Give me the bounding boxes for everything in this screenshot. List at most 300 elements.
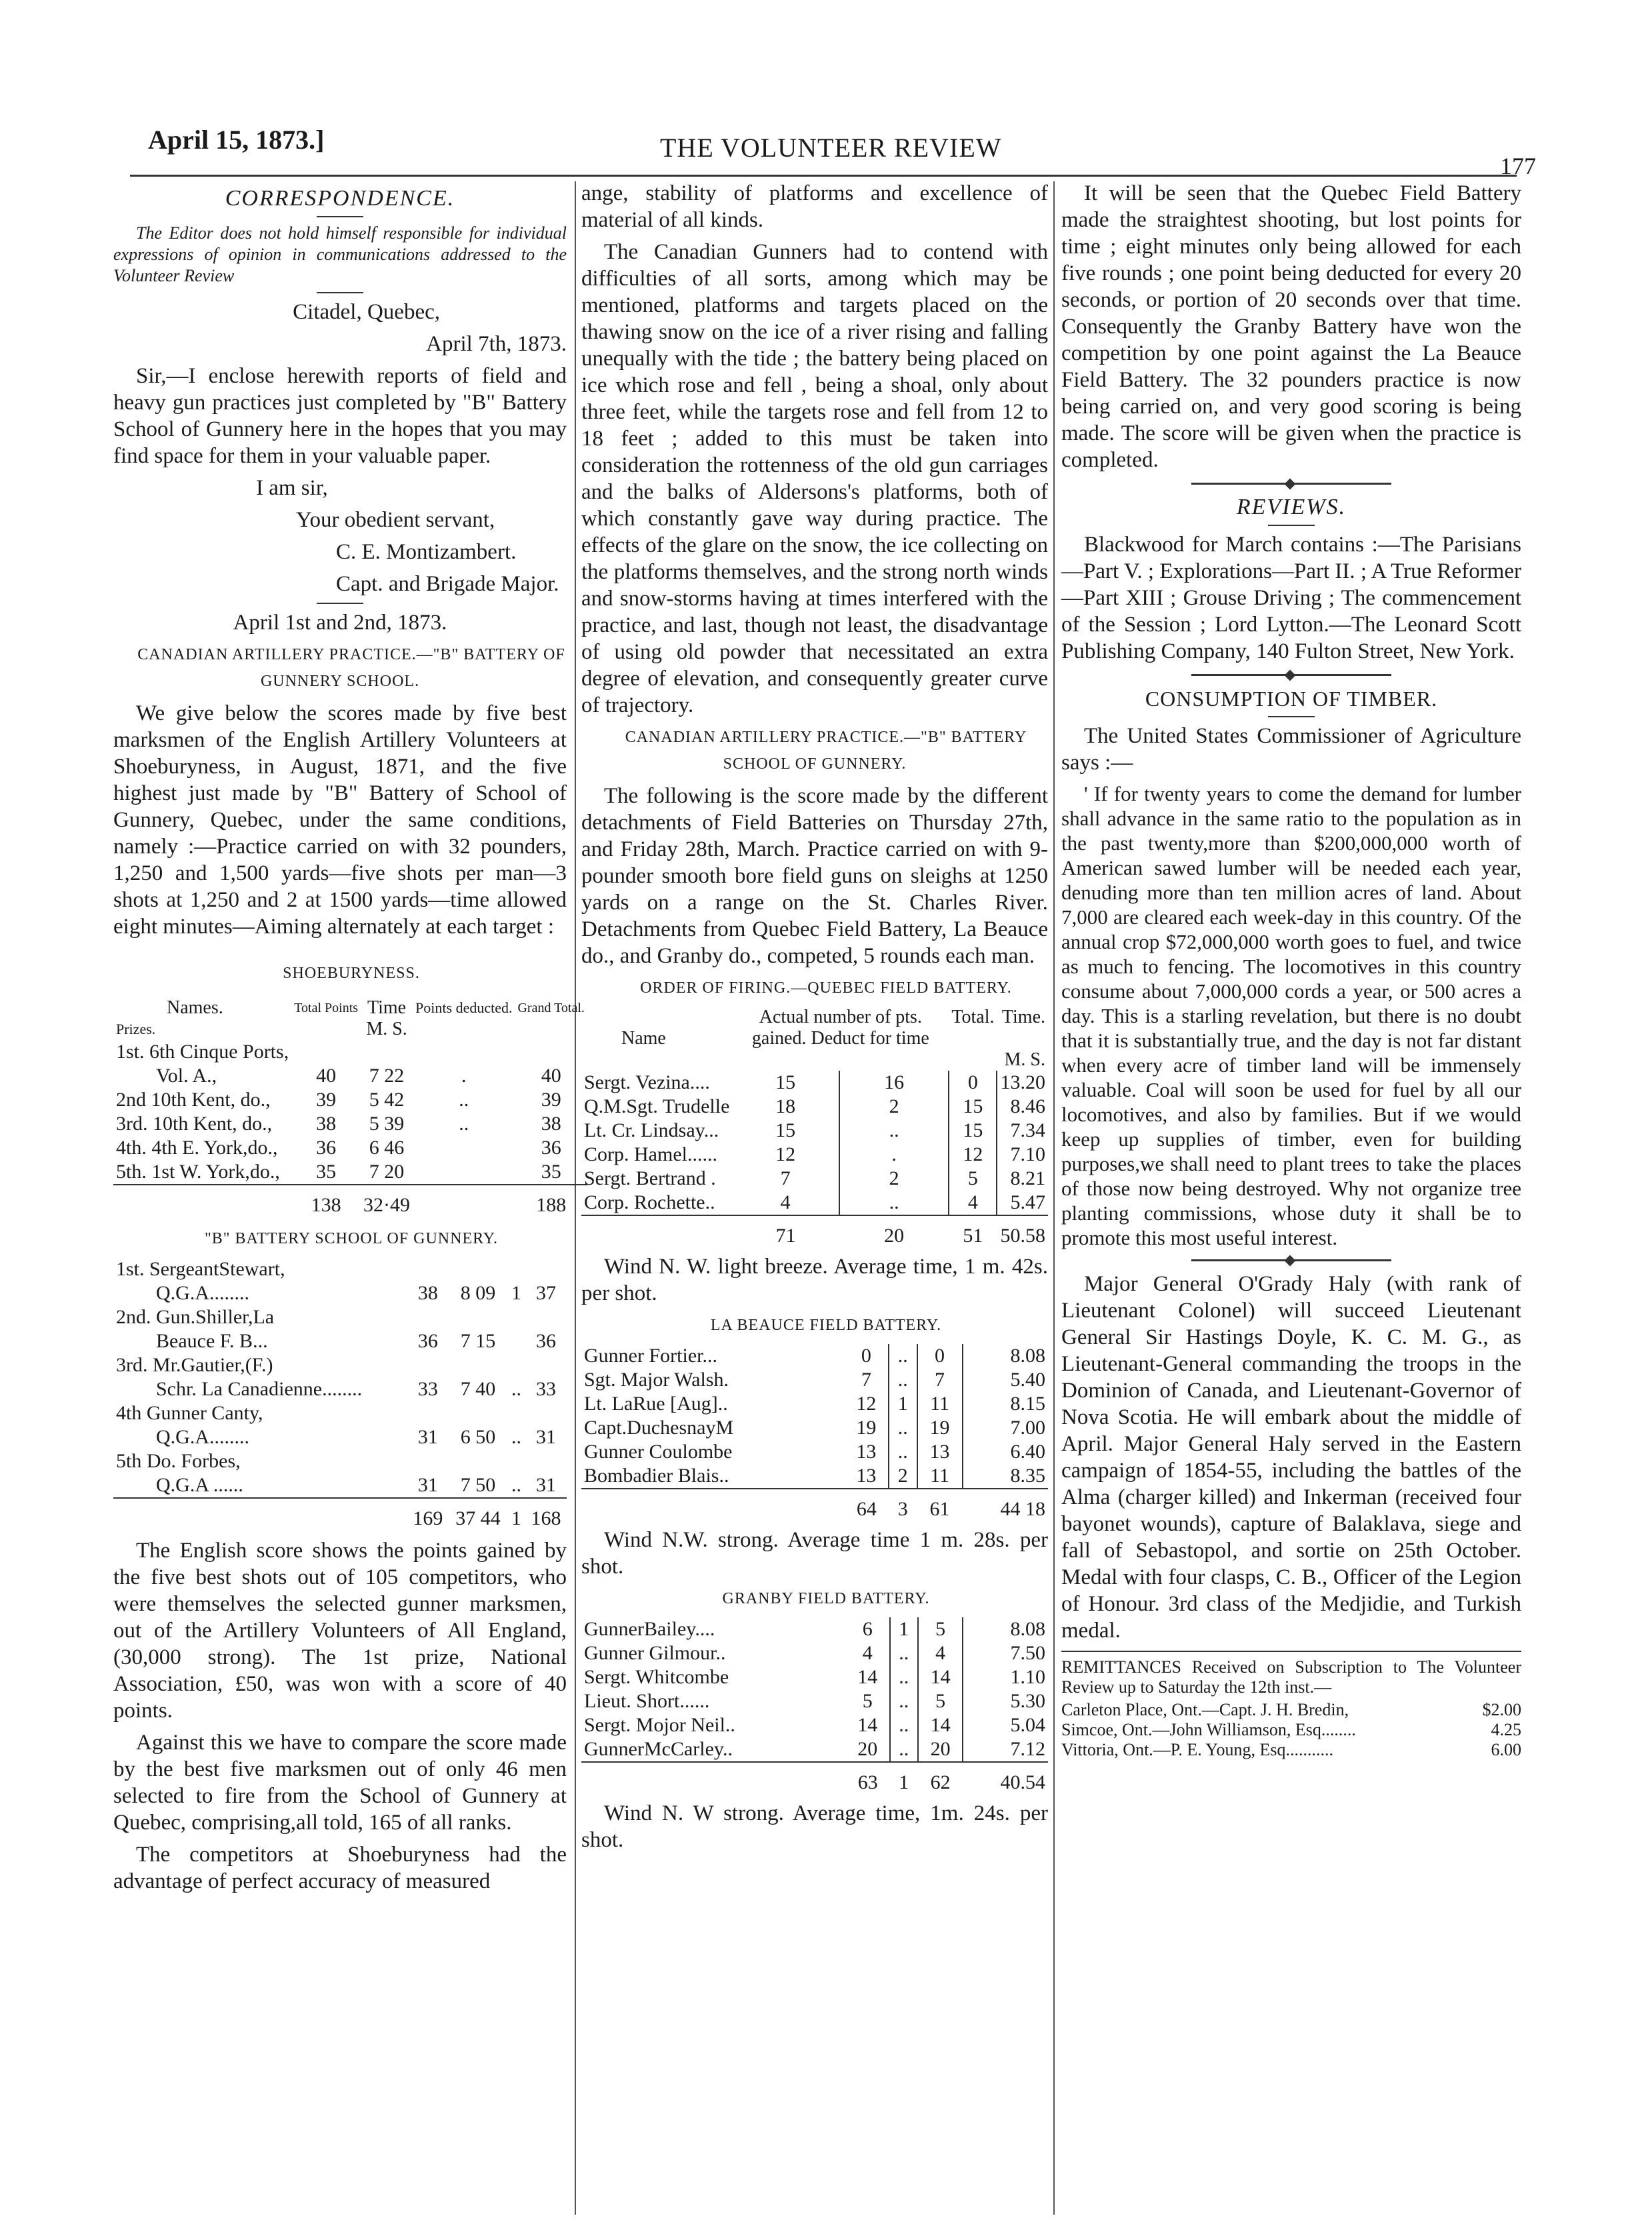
cell-actual: 7 — [780, 1167, 791, 1189]
row-name-cont: Beauce F. B... — [156, 1330, 268, 1352]
cell-actual: 15 — [775, 1119, 796, 1141]
cell-time: 8.46 — [997, 1095, 1048, 1119]
continued-paragraph: ange, stability of platforms and excellence of material of all kinds. — [581, 181, 1048, 232]
total-ded: 20 — [884, 1225, 905, 1247]
row-name: 5th Do. Forbes, — [116, 1450, 241, 1472]
cell-name — [581, 1344, 845, 1368]
table-subheader-row — [113, 1019, 587, 1040]
cell-ded: .. — [459, 1113, 469, 1135]
cell-name — [581, 1713, 846, 1737]
cell-name — [581, 1641, 846, 1665]
ornamental-rule — [1191, 674, 1391, 676]
table-row — [581, 1689, 1048, 1713]
table-header-row — [113, 997, 587, 1019]
short-rule — [317, 603, 363, 604]
table-row — [581, 1191, 1048, 1215]
table-row — [113, 1257, 567, 1305]
cell-ded: .. — [890, 1641, 918, 1665]
table-row — [113, 1088, 587, 1112]
cell-name — [113, 1040, 291, 1088]
cell-actual: 18 — [775, 1095, 796, 1117]
remittance-item — [1061, 1720, 1521, 1740]
cell-time: 7 50 — [460, 1474, 496, 1496]
cell-total: 35 — [541, 1161, 561, 1183]
cell-ded: .. — [459, 1089, 469, 1111]
cell-actual: 4 — [780, 1191, 791, 1213]
cell-time: 5 42 — [369, 1089, 405, 1111]
table-total-row — [113, 1500, 567, 1531]
remittance-text: Carleton Place, Ont.—Capt. J. H. Bredin, — [1061, 1700, 1349, 1719]
cell-time: 8.15 — [963, 1392, 1048, 1416]
cell-ded: . — [839, 1143, 949, 1167]
cell-ded: .. — [889, 1440, 917, 1464]
row-name: 2nd 10th Kent, do., — [116, 1089, 271, 1111]
haly-paragraph: Major General O'Grady Haly (with rank of Lieutenant Colonel) will succeed Lieutenant General Sir Hastings Doyle, K. C. M. G., as Lieutenant-General commanding the troops in the Dominion of Canada, and Lieutenant-Governor of Nova Scotia. He will embark about the middle of April. Major General Haly served in the Eastern campaign of 1854-55, including the battles of the Alma (charger killed) and Inkerman (received four bayonet wounds), capture of Balaklava, siege and fall of Sebastopol, and sortie on 25th October. Medal with four clasps, C. B., Officer of the Legion of Honour. 3rd class of the Medjidie, and Turkish medal. — [1061, 1272, 1521, 1643]
row-name: 4th Gunner Canty, — [116, 1402, 263, 1424]
cell-time: 7.50 — [963, 1641, 1048, 1665]
cell-time: 8 09 — [460, 1282, 496, 1304]
row-name: 2nd. Gun.Shiller,La — [116, 1306, 275, 1328]
row-name: Bombadier Blais.. — [584, 1465, 729, 1487]
row-name: Capt.DuchesnayM — [584, 1417, 734, 1439]
short-rule — [1268, 525, 1315, 526]
cell-ded — [413, 1160, 515, 1185]
ornamental-rule — [1191, 483, 1391, 485]
cell-name — [581, 1143, 732, 1167]
row-name: Gunner Fortier... — [584, 1345, 717, 1367]
cell-ded: 1 — [511, 1282, 522, 1304]
cell-actual: 13 — [856, 1465, 877, 1487]
table-row — [113, 1160, 587, 1185]
column-2 — [581, 180, 1048, 1859]
letter-place: Citadel, Quebec, — [293, 300, 440, 324]
signature-name: C. E. Montizambert. — [336, 540, 517, 564]
row-name: Corp. Rochette.. — [584, 1191, 715, 1213]
cell-total: 5 — [918, 1617, 963, 1641]
table-row — [581, 1167, 1048, 1191]
cell-actual: 14 — [857, 1714, 878, 1736]
cell-points: 33 — [417, 1378, 438, 1400]
row-name: 3rd. Mr.Gautier,(F.) — [116, 1354, 273, 1376]
cell-time: 5 39 — [369, 1113, 405, 1135]
cell-total: 40 — [541, 1065, 561, 1087]
cell-name — [581, 1368, 845, 1392]
col-header-total: Total. — [951, 1007, 995, 1027]
cell-name — [581, 1737, 846, 1762]
table-row — [113, 1353, 567, 1401]
table-subheader-row — [581, 1049, 1048, 1071]
cell-ded: 2 — [839, 1095, 949, 1119]
cell-actual: 12 — [775, 1143, 796, 1165]
table-total-row — [581, 1217, 1048, 1248]
cell-total: 5 — [918, 1689, 963, 1713]
cell-actual: 12 — [856, 1393, 877, 1415]
cell-total: 4 — [949, 1191, 997, 1215]
row-name: Lt. Cr. Lindsay... — [584, 1119, 719, 1141]
reviews-paragraph: Blackwood for March contains :—The Parisians—Part V. ; Explorations—Part II. ; A True Reformer—Part XIII ; Grouse Driving ; The commencement of the Session ; Lord Lytton.—The Leonard Scott Publishing Company, 140 Fulton Street, New York. — [1061, 533, 1521, 663]
cell-ded: .. — [511, 1474, 522, 1496]
total-points: 169 — [413, 1507, 443, 1529]
table-row — [581, 1665, 1048, 1689]
cell-name — [113, 1112, 291, 1136]
paragraph: The English score shows the points gained by the five best shots out of 105 competitors, who were themselves the selected gunner marksmen, out of the Artillery Volunteers of All England, (30,000 strong). The 1st prize, National Association, £50, was won with a score of 40 points. — [113, 1539, 567, 1723]
table-row — [581, 1737, 1048, 1762]
remittance-text: Vittoria, Ont.—P. E. Young, Esq........... — [1061, 1740, 1333, 1759]
total-total: 168 — [531, 1507, 561, 1529]
table-row — [581, 1641, 1048, 1665]
row-name: GunnerBailey.... — [584, 1618, 715, 1640]
cell-points: 31 — [417, 1474, 438, 1496]
cell-time: 7.34 — [997, 1119, 1048, 1143]
cell-ded: .. — [889, 1368, 917, 1392]
col-header-time: Time. — [1001, 1007, 1045, 1027]
cell-points: 35 — [316, 1161, 337, 1183]
table-row — [581, 1095, 1048, 1119]
ornamental-rule — [1191, 1259, 1391, 1261]
cell-total: 31 — [536, 1474, 556, 1496]
total-ded — [413, 1187, 515, 1217]
practice-heading: CANADIAN ARTILLERY PRACTICE.—"B" BATTERY SCHOOL OF GUNNERY. — [625, 729, 1027, 773]
cell-name — [581, 1617, 846, 1641]
total-time: 37 44 — [455, 1507, 501, 1529]
col-header-ms: M. S. — [1004, 1049, 1045, 1070]
cell-name — [581, 1464, 845, 1489]
cell-ded: .. — [839, 1119, 949, 1143]
cell-total: 36 — [541, 1137, 561, 1159]
cell-ded — [413, 1136, 515, 1160]
table-row — [581, 1143, 1048, 1167]
cell-time: 7.12 — [963, 1737, 1048, 1762]
cell-time: 8.21 — [997, 1167, 1048, 1191]
row-name: Gunner Gilmour.. — [584, 1642, 726, 1664]
col-header-deduct: Deduct for time — [811, 1028, 929, 1049]
quebec-battery-table — [581, 1007, 1048, 1248]
cell-time: 1.10 — [963, 1665, 1048, 1689]
cell-name — [581, 1167, 732, 1191]
total-time: 32·49 — [363, 1194, 411, 1216]
table-row — [581, 1071, 1048, 1095]
cell-name — [113, 1305, 407, 1353]
cell-total: 31 — [536, 1426, 556, 1448]
cell-ded: .. — [890, 1737, 918, 1762]
table-row — [581, 1713, 1048, 1737]
wind-note: Wind N.W. strong. Average time 1 m. 28s. per shot. — [581, 1528, 1048, 1579]
row-name: Corp. Hamel...... — [584, 1143, 717, 1165]
practice-heading: CANADIAN ARTILLERY PRACTICE.—"B" BATTERY OF GUNNERY SCHOOL. — [137, 646, 565, 690]
cell-actual: 19 — [856, 1417, 877, 1439]
column-3 — [1061, 180, 1521, 1760]
cell-ded: 16 — [839, 1071, 949, 1095]
cell-time: 8.08 — [963, 1344, 1048, 1368]
cell-name — [113, 1160, 291, 1185]
row-name: Sergt. Mojor Neil.. — [584, 1714, 735, 1736]
cell-name — [581, 1440, 845, 1464]
col-header-actual: Actual number of pts. gained. — [751, 1007, 922, 1049]
cell-total: 5 — [949, 1167, 997, 1191]
letter-body: Sir,—I enclose herewith reports of field and heavy gun practices just completed by "B" Battery School of Gunnery here in the hopes that you may find space for them in your valuable paper. — [113, 364, 567, 468]
table-row — [581, 1368, 1048, 1392]
row-name-cont: Q.G.A........ — [156, 1426, 249, 1448]
table-row — [581, 1416, 1048, 1440]
cell-time: 7 22 — [369, 1065, 405, 1087]
table-row — [581, 1617, 1048, 1641]
shoeburyness-heading: SHOEBURYNESS. — [283, 965, 420, 982]
table-row — [581, 1344, 1048, 1368]
col-header-points: Total Points — [294, 1001, 359, 1015]
paragraph: Against this we have to compare the score made by the best five marksmen out of only 46 men selected to fire from the School of Gunnery at Quebec, comprising,all told, 165 of all ranks. — [113, 1731, 567, 1835]
la-beauce-table — [581, 1344, 1048, 1521]
cell-points: 40 — [316, 1065, 337, 1087]
cell-name — [113, 1449, 407, 1498]
cell-points: 31 — [417, 1426, 438, 1448]
cell-name — [113, 1401, 407, 1449]
remittance-item — [1061, 1740, 1521, 1760]
remittance-amount: 4.25 — [1491, 1720, 1521, 1739]
cell-points: 36 — [417, 1330, 438, 1352]
short-rule — [1268, 716, 1315, 717]
row-name: 5th. 1st W. York,do., — [116, 1161, 280, 1183]
shoeburyness-table — [113, 997, 587, 1217]
total-total: 62 — [930, 1771, 951, 1793]
cell-total: 19 — [917, 1416, 963, 1440]
col-header-ms: M. S. — [366, 1019, 407, 1039]
total-actual: 64 — [856, 1498, 877, 1520]
col-header-prizes: Prizes. — [116, 1021, 156, 1037]
table-row — [113, 1401, 567, 1449]
total-ded: 3 — [897, 1498, 908, 1520]
cell-total: 13 — [917, 1440, 963, 1464]
total-total: 51 — [963, 1225, 983, 1247]
header-rule — [130, 175, 1517, 177]
total-points: 138 — [311, 1194, 341, 1216]
divider-rule — [1061, 1651, 1521, 1652]
cell-ded: . — [461, 1065, 467, 1087]
cell-actual: 5 — [862, 1690, 873, 1712]
cell-name — [581, 1665, 846, 1689]
cell-ded: .. — [889, 1416, 917, 1440]
table-row — [581, 1440, 1048, 1464]
cell-name — [581, 1119, 732, 1143]
table-header-row — [581, 1007, 1048, 1049]
cell-time: 13.20 — [997, 1071, 1048, 1095]
cell-actual: 20 — [857, 1738, 878, 1760]
cell-time: 8.35 — [963, 1464, 1048, 1489]
cell-time: 8.08 — [963, 1617, 1048, 1641]
col-header-deducted: Points deducted. — [415, 999, 513, 1016]
cell-total: 33 — [536, 1378, 556, 1400]
cell-total: 7 — [917, 1368, 963, 1392]
remittances — [1061, 1657, 1521, 1760]
b-battery-table — [113, 1257, 567, 1531]
granby-table — [581, 1617, 1048, 1795]
cell-ded: .. — [839, 1191, 949, 1215]
row-name-cont: Q.G.A........ — [156, 1282, 249, 1304]
short-rule — [317, 216, 363, 217]
cell-time: 7 40 — [460, 1378, 496, 1400]
cell-ded: .. — [511, 1426, 522, 1448]
cell-time: 7 15 — [460, 1330, 496, 1352]
cell-time: 7 20 — [369, 1161, 405, 1183]
wind-note: Wind N. W strong. Average time, 1m. 24s. per shot. — [581, 1801, 1048, 1852]
cell-ded: 2 — [889, 1464, 917, 1489]
masthead-title: THE VOLUNTEER REVIEW — [660, 133, 1002, 163]
remittance-amount: $2.00 — [1482, 1700, 1521, 1719]
cell-total: 12 — [949, 1143, 997, 1167]
cell-total: 0 — [917, 1344, 963, 1368]
cell-name — [113, 1353, 407, 1401]
paragraph: The Canadian Gunners had to contend with difficulties of all sorts, among which may be mentioned, platforms and targets placed on the thawing snow on the ice of a river rising and falling unequally with the tide ; the battery being placed on ice which rose and fell , being a shoal, only about three feet, while the targets rose and fell from 12 to 18 feet ; added to this must be taken into consideration the rottenness of the old gun carriages and the balks of Aldersons's platforms, both of which constantly gave way during practice. The effects of the glare on the snow, the ice collecting on the platforms themselves, and the strong north winds and snow-storms having at times interfered with the practice, and last, though not least, the disadvantage of using old powder that necessitated an extra degree of elevation, and consequently greater curve of trajectory. — [581, 240, 1048, 717]
total-ded: 1 — [511, 1507, 522, 1529]
cell-time: 6 46 — [369, 1137, 405, 1159]
table-row — [113, 1136, 587, 1160]
cell-points: 39 — [316, 1089, 337, 1111]
total-ded: 1 — [899, 1771, 909, 1793]
cell-total: 38 — [541, 1113, 561, 1135]
intro-paragraph: We give below the scores made by five best marksmen of the English Artillery Volunteers at Shoeburyness, in August, 1871, and the five highest just made by "B" Battery of School of Gunnery, Quebec, under the same conditions, namely :—Practice carried on with 32 pounders, 1,250 and 1,500 yards—five shots per man—3 shots at 1,250 and 2 at 1500 yards—time allowed eight minutes—Aiming alternately at each target : — [113, 701, 567, 939]
cell-total: 14 — [918, 1665, 963, 1689]
row-name-cont: Vol. A., — [156, 1065, 217, 1087]
row-name-cont: Q.G.A ...... — [156, 1474, 243, 1496]
cell-total: 37 — [536, 1282, 556, 1304]
remittance-amount: 6.00 — [1491, 1740, 1521, 1759]
cell-ded: 1 — [890, 1617, 918, 1641]
cell-points: 36 — [316, 1137, 337, 1159]
row-name: 3rd. 10th Kent, do., — [116, 1113, 273, 1135]
row-name: 1st. 6th Cinque Ports, — [116, 1041, 289, 1063]
remittance-item — [1061, 1700, 1521, 1720]
table-total-row — [113, 1187, 587, 1217]
cell-ded: .. — [511, 1378, 522, 1400]
table-row — [113, 1449, 567, 1498]
cell-name — [581, 1392, 845, 1416]
cell-actual: 14 — [857, 1666, 878, 1688]
cell-total: 11 — [917, 1464, 963, 1489]
row-name: Lt. LaRue [Aug].. — [584, 1393, 728, 1415]
cell-total: 20 — [918, 1737, 963, 1762]
cell-name — [113, 1136, 291, 1160]
total-total: 61 — [929, 1498, 950, 1520]
closing-line: Your obedient servant, — [296, 508, 495, 532]
cell-name — [113, 1088, 291, 1112]
cell-total: 15 — [949, 1119, 997, 1143]
signature-title: Capt. and Brigade Major. — [336, 572, 559, 596]
cell-ded: .. — [890, 1689, 918, 1713]
correspondence-title: CORRESPONDENCE. — [225, 186, 455, 211]
timber-title: CONSUMPTION OF TIMBER. — [1145, 687, 1438, 711]
cell-ded: 1 — [889, 1392, 917, 1416]
table-total-row — [581, 1491, 1048, 1521]
cell-time: 5.47 — [997, 1191, 1048, 1215]
row-name: 1st. SergeantStewart, — [116, 1258, 285, 1280]
cell-time: 7.00 — [963, 1416, 1048, 1440]
cell-actual: 15 — [775, 1071, 796, 1093]
row-name-cont: Schr. La Canadienne........ — [156, 1378, 363, 1400]
order-of-firing-heading: ORDER OF FIRING.—QUEBEC FIELD BATTERY. — [640, 979, 1012, 997]
row-name: Sergt. Whitcombe — [584, 1666, 729, 1688]
column-1 — [113, 180, 585, 1900]
cell-ded — [507, 1305, 525, 1353]
table-row — [113, 1112, 587, 1136]
cell-name — [581, 1071, 732, 1095]
wind-note: Wind N. W. light breeze. Average time, 1 m. 42s. per shot. — [581, 1255, 1048, 1305]
timber-intro: The United States Commissioner of Agriculture says :— — [1061, 724, 1521, 775]
row-name: GunnerMcCarley.. — [584, 1738, 733, 1760]
cell-ded: .. — [890, 1713, 918, 1737]
cell-name — [581, 1191, 732, 1215]
total-time: 50.58 — [1000, 1225, 1045, 1247]
table-row — [581, 1119, 1048, 1143]
row-name: Sergt. Vezina.... — [584, 1071, 710, 1093]
row-name: Lieut. Short...... — [584, 1690, 710, 1712]
remittance-text: Simcoe, Ont.—John Williamson, Esq........ — [1061, 1720, 1356, 1739]
column-divider-2 — [1053, 181, 1055, 2215]
cell-total: 0 — [949, 1071, 997, 1095]
cell-time: 5.40 — [963, 1368, 1048, 1392]
row-name: Q.M.Sgt. Trudelle — [584, 1095, 730, 1117]
total-time: 44 18 — [1000, 1498, 1045, 1520]
col-header-time: Time — [367, 997, 407, 1018]
row-name: 4th. 4th E. York,do., — [116, 1137, 278, 1159]
report-date: April 1st and 2nd, 1873. — [233, 611, 447, 635]
cell-total: 36 — [536, 1330, 556, 1352]
col-header-actual-deduct — [732, 1007, 949, 1049]
cell-ded: 2 — [839, 1167, 949, 1191]
remittances-heading: REMITTANCES Received on Subscription to The Volunteer Review up to Saturday the 12th inst.— — [1061, 1657, 1521, 1697]
la-beauce-heading: LA BEAUCE FIELD BATTERY. — [710, 1317, 942, 1334]
cell-name — [581, 1095, 732, 1119]
cell-actual: 0 — [861, 1345, 871, 1367]
total-time: 40.54 — [1000, 1771, 1045, 1793]
paragraph: The competitors at Shoeburyness had the advantage of perfect accuracy of measured — [113, 1843, 567, 1893]
cell-time: 5.30 — [963, 1689, 1048, 1713]
cell-total: 11 — [917, 1392, 963, 1416]
b-battery-heading: "B" BATTERY SCHOOL OF GUNNERY. — [204, 1230, 499, 1247]
cell-total: 39 — [541, 1089, 561, 1111]
row-name: Sergt. Bertrand . — [584, 1167, 716, 1189]
cell-time: 6 50 — [460, 1426, 496, 1448]
short-rule — [317, 292, 363, 293]
issue-date: April 15, 1873.] — [148, 125, 325, 155]
table-row — [113, 1040, 587, 1088]
timber-quote: ' If for twenty years to come the demand for lumber shall advance in the same ratio to the population as in the past twenty,more than $200,000,000 worth of American sawed lumber will be needed each year, denuding more than ten million acres of land. About 7,000 are cleared each week-day in this country. Of the annual crop $72,000,000 worth goes to fuel, and twice as much to fencing. The locomotives in this country consume about 7,000,000 cords a year, or 500 acres a day. This is a starling revelation, but there is no doubt that it is substantially true, and the day is not far distant when every acre of timber land will be immensely valuable. Coal will soon be used for fuel by all our locomotives, and also by families. But if we would keep up supplies of timber, even for building purposes,we shall need to plant trees to take the places of those now being destroyed. Why not organize tree planting commissions, whose duty it shall be to promote this most useful interest. — [1061, 782, 1521, 1249]
editor-note: The Editor does not hold himself responsible for individual expressions of opinion in communications addressed to the Volunteer Review — [113, 223, 567, 285]
col-header-names: Names. — [167, 997, 223, 1018]
table-total-row — [581, 1764, 1048, 1795]
cell-actual: 7 — [861, 1369, 871, 1391]
table-row — [581, 1392, 1048, 1416]
row-name: Sgt. Major Walsh. — [584, 1369, 729, 1391]
paragraph: It will be seen that the Quebec Field Battery made the straightest shooting, but lost points for time ; eight minutes only being allowed for each five rounds ; one point being deducted for every 20 seconds, or portion of 20 seconds over that time. Consequently the Granby Battery have won the competition by one point against the La Beauce Field Battery. The 32 pounders practice is now being carried on, and very good scoring is being made. The score will be given when the practice is completed. — [1061, 181, 1521, 472]
cell-name — [113, 1257, 407, 1305]
granby-heading: GRANBY FIELD BATTERY. — [722, 1590, 930, 1607]
cell-total: 15 — [949, 1095, 997, 1119]
col-header-name: Name — [621, 1028, 666, 1049]
table-row — [113, 1305, 567, 1353]
letter-date: April 7th, 1873. — [426, 332, 567, 356]
cell-points: 38 — [417, 1282, 438, 1304]
cell-time: 5.04 — [963, 1713, 1048, 1737]
closing-line: I am sir, — [256, 476, 328, 500]
page-number: 177 — [1500, 153, 1536, 179]
cell-actual: 6 — [862, 1618, 873, 1640]
row-name: Gunner Coulombe — [584, 1441, 733, 1463]
total-actual: 71 — [775, 1225, 796, 1247]
cell-total: 4 — [918, 1641, 963, 1665]
cell-name — [581, 1416, 845, 1440]
table-row — [581, 1464, 1048, 1489]
cell-actual: 4 — [862, 1642, 873, 1664]
total-actual: 63 — [857, 1771, 878, 1793]
